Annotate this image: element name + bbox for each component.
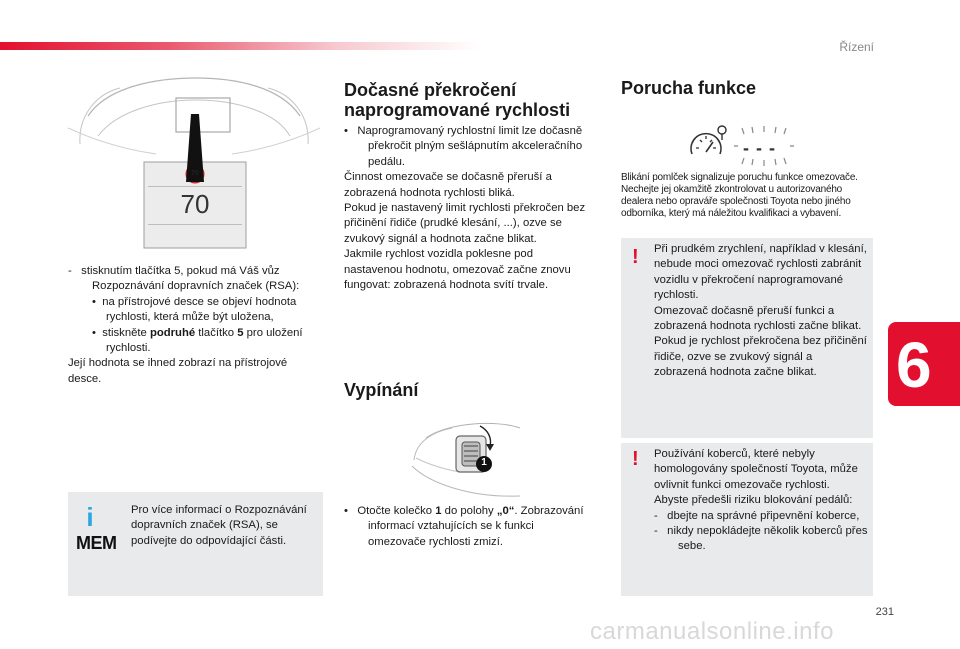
text: do polohy [441, 505, 497, 517]
page-number: 231 [875, 606, 894, 618]
list-item: • na přístrojové desce se objeví hodnota rychlosti, která může být uložena, [92, 295, 297, 324]
display-speed-value: 70 [180, 189, 210, 219]
speedometer-fault-icon [686, 124, 732, 166]
list-item [68, 326, 320, 357]
dashboard-illustration [68, 76, 320, 252]
closing-text: Její hodnota se ihned zobrazí na přístrojové desce. [68, 357, 288, 385]
malfunction-note [621, 172, 876, 220]
paragraph: Pokud je nastavený limit rychlosti překročen bez přičinění řidiče (prudké klesání, ...), ozve se zvukový signál a hodnota začne blikat. [344, 202, 586, 245]
heading-temporary-overspeed: Dočasné překročení naprogramované rychlosti [344, 80, 571, 120]
list-item: - nikdy nepokládejte několik koberců přes sebe. [654, 525, 868, 553]
paragraph: Blikání pomlček signalizuje poruchu funkce omezovače. [621, 172, 858, 183]
emphasis: podruhé [149, 326, 196, 339]
warning-icon: ! [632, 246, 639, 268]
list-item: - stisknutím tlačítka 5, pokud má Váš vůz Rozpoznávání dopravních značek (RSA): [68, 265, 300, 293]
switch-off-text [344, 504, 592, 550]
text: pro uložení rychlosti. [106, 326, 303, 355]
position-zero: „0“ [496, 505, 515, 517]
paragraph: Nechejte jej okamžitě zkontrolovat u autorizovaného dealera nebo opraváře společnosti Toyota nebo jiného odborníka, který má náležitou kvalifikaci a vybavení. [621, 184, 851, 219]
callout-number: 1 [481, 457, 487, 468]
paragraph: Pokud je rychlost překročena bez přičinění řidiče, ozve se zvukový signál a zobrazená hodnota začne blikat. [654, 335, 867, 379]
header-accent-bar [0, 42, 480, 50]
wheel-number: 1 [435, 505, 442, 517]
paragraph: Abyste předešli riziku blokování pedálů: [654, 494, 853, 507]
heading-malfunction: Porucha funkce [621, 78, 757, 98]
paragraph: Používání koberců, které nebyly homologovány společností Toyota, může ovlivnit funkci omezovače rychlosti. [654, 448, 858, 491]
paragraph: Při prudkém zrychlení, například v klesání, nebude moci omezovač rychlosti zabránit vozidlu v překročení naprogramované rychlosti. [654, 243, 867, 302]
paragraph: Činnost omezovače se dočasně přeruší a zobrazená hodnota rychlosti bliká. [344, 171, 552, 199]
memory-icon: MEM [76, 533, 117, 553]
info-icon [78, 504, 102, 530]
warning-icon: ! [632, 448, 639, 470]
speed-sign-value: 70 [191, 170, 199, 177]
text: • Otočte kolečko [344, 505, 436, 517]
info-letter: i [86, 502, 94, 532]
fault-dashes: - - - [743, 138, 776, 158]
info-box-text: Pro více informací o Rozpoznávání dopravních značek (RSA), se podívejte do odpovídající části. [131, 504, 307, 547]
overspeed-text [344, 124, 592, 293]
paragraph: Jakmile rychlost vozidla poklesne pod nastavenou hodnotu, omezovač začne znovu fungovat: zobrazená hodnota svítí trvale. [344, 248, 571, 292]
chapter-tab [888, 322, 960, 406]
steering-control-illustration [408, 418, 532, 504]
section-title: Řízení [839, 40, 874, 54]
bullet-item [344, 504, 592, 550]
text: • stiskněte [92, 326, 150, 339]
list-item: - dbejte na správné připevnění koberce, [654, 509, 860, 522]
chapter-number: 6 [896, 329, 932, 401]
bullet-item: • Naprogramovaný rychlostní limit lze dočasně překročit plným sešlápnutím akceleračního pedálu. [344, 125, 583, 168]
text: tlačítko [195, 326, 238, 339]
heading-switch-off: Vypínání [344, 380, 419, 400]
rsa-instruction-text [68, 264, 320, 387]
button-number: 5 [237, 326, 244, 339]
paragraph: Omezovač dočasně přeruší funkci a zobrazená hodnota rychlosti začne blikat. [654, 304, 862, 333]
warning-text-mats [654, 447, 870, 555]
watermark: carmanualsonline.info [590, 618, 834, 645]
text: . Zobrazování informací vztahujících se k funkci omezovače rychlosti zmizí. [368, 505, 584, 548]
warning-text-acceleration [654, 242, 868, 381]
